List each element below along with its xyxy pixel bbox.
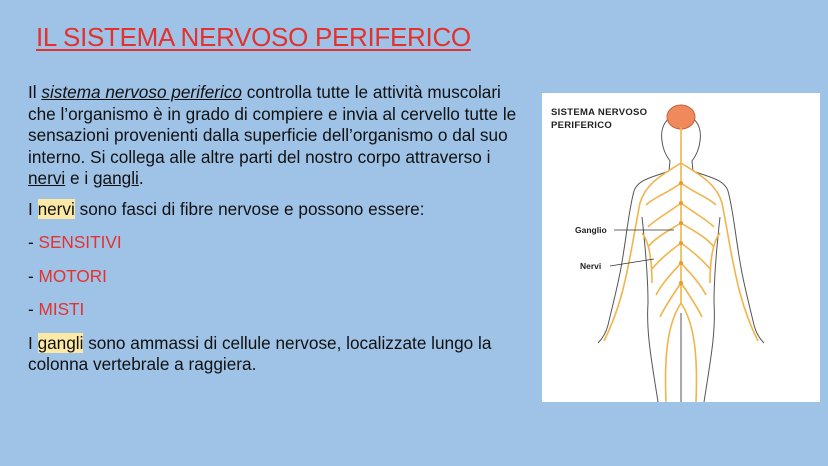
type-sensitivi: - SENSITIVI (28, 232, 122, 252)
highlight-nervi: nervi (37, 198, 75, 219)
ganglia-paragraph: I gangli sono ammassi di cellule nervose, localizzate lungo la colonna vertebrale a raggiera. (28, 332, 492, 374)
nervous-system-figure (542, 93, 820, 402)
slide-title: IL SISTEMA NERVOSO PERIFERICO (36, 22, 471, 52)
slide-body (28, 82, 523, 376)
brain (667, 105, 695, 129)
nerves-paragraph: I nervi sono fasci di fibre nervose e possono essere: (28, 198, 425, 219)
type-motori: - MOTORI (28, 265, 107, 286)
highlight-gangli: gangli (37, 332, 84, 353)
nervi-leader (610, 259, 654, 266)
term-sistema-nervoso-periferico: sistema nervoso periferico (41, 82, 242, 102)
figure-title: SISTEMA NERVOSO PERIFERICO (551, 107, 648, 131)
label-nervi: Nervi (580, 261, 602, 271)
type-misti: - MISTI (28, 299, 85, 319)
label-ganglio: Ganglio (575, 225, 607, 235)
intro-paragraph: Il sistema nervoso periferico controlla tutte le attività muscolari che l’organismo è in grado di compiere e invia al cervello tutte le sensazioni provenienti dalla superficie dell’organismo o dal suo interno. Si collega alle altre parti del nostro corpo attraverso i nervi e i gangli. (28, 82, 517, 188)
link-gangli[interactable]: gangli (92, 168, 139, 188)
body-illustration (542, 93, 820, 402)
link-nervi[interactable]: nervi (28, 168, 66, 188)
